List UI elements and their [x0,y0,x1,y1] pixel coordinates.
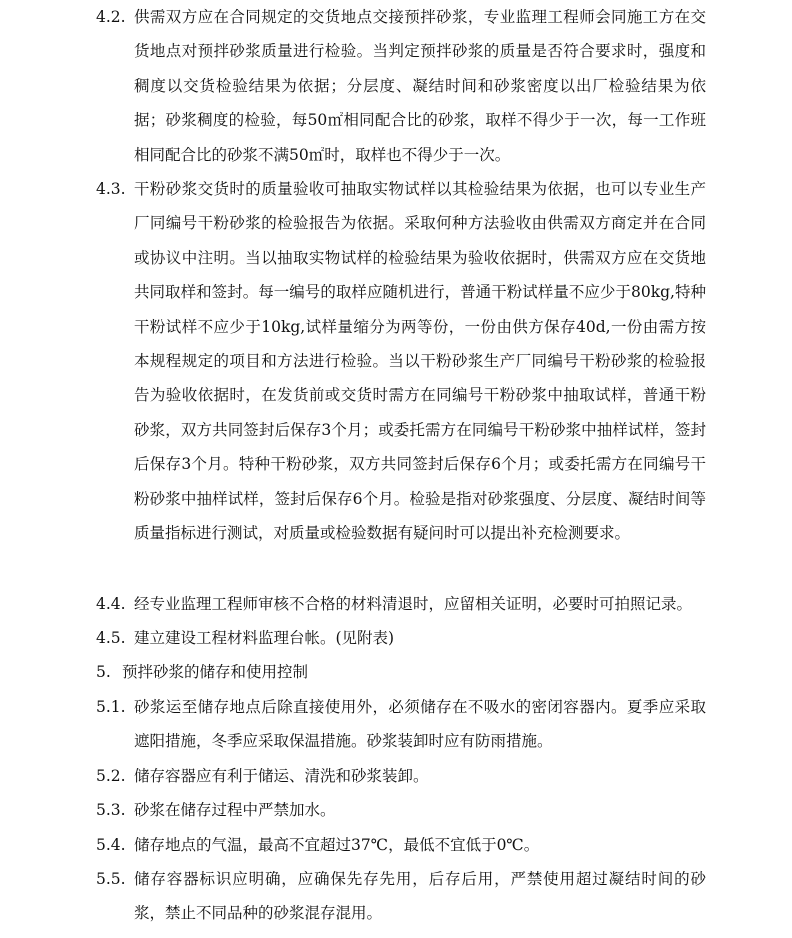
clause-number: 4.2. [96,8,126,26]
clause-text: 储存容器标识应明确，应确保先存先用，后存后用，严禁使用超过凝结时间的砂浆，禁止不同品种的砂浆混存混用。 [134,870,706,923]
clause-5-4 [96,828,706,862]
clause-text: 砂浆运至储存地点后除直接使用外，必须储存在不吸水的密闭容器内。夏季应采取遮阳措施，冬季应采取保温措施。砂浆装卸时应有防雨措施。 [134,698,706,751]
clause-number: 5.1. [96,698,126,716]
clause-number: 4.3. [96,180,126,198]
clause-text: 经专业监理工程师审核不合格的材料清退时，应留相关证明，必要时可拍照记录。 [134,595,693,613]
clause-number: 5.3. [96,801,126,819]
clause-number: 5.5. [96,870,126,888]
clause-text: 储存容器应有利于储运、清洗和砂浆装卸。 [134,767,429,785]
clause-number: 4.5. [96,629,126,647]
clause-text: 干粉砂浆交货时的质量验收可抽取实物试样以其检验结果为依据，也可以专业生产厂同编号干粉砂浆的检验报告为依据。采取何种方法验收由供需双方商定并在合同或协议中注明。当以抽取实物试样的检验结果为验收依据时，供需双方应在交货地共同取样和签封。每一编号的取样应随机进行，普通干粉试样量不应少于80kg,特种干粉试样不应少于10kg,试样量缩分为两等份，一份由供方保存40d,一份由需方按本规程规定的项目和方法进行检验。当以干粉砂浆生产厂同编号干粉砂浆的检验报告为验收依据时，在发货前或交货时需方在同编号干粉砂浆中抽取试样，普通干粉砂浆，双方共同签封后保存3个月；或委托需方在同编号干粉砂浆中抽样试样，签封后保存3个月。特种干粉砂浆，双方共同签封后保存6个月；或委托需方在同编号干粉砂浆中抽样试样，签封后保存6个月。检验是指对砂浆强度、分层度、凝结时间等质量指标进行测试，对质量或检验数据有疑问时可以提出补充检测要求。 [134,180,706,543]
section-number: 5. [96,663,111,681]
clause-text: 储存地点的气温，最高不宜超过37℃，最低不宜低于0℃。 [134,836,540,854]
clause-number: 5.2. [96,767,126,785]
clause-text: 砂浆在储存过程中严禁加水。 [134,801,336,819]
clause-5-1 [96,690,706,759]
clause-4-5 [96,621,706,655]
clause-number: 5.4. [96,836,126,854]
clause-4-3 [96,172,706,550]
section-5-heading [96,655,706,689]
clause-number: 4.4. [96,595,126,613]
clause-text: 供需双方应在合同规定的交货地点交接预拌砂浆，专业监理工程师会同施工方在交货地点对预拌砂浆质量进行检验。当判定预拌砂浆的质量是否符合要求时，强度和稠度以交货检验结果为依据；分层度、凝结时间和砂浆密度以出厂检验结果为依据；砂浆稠度的检验，每50㎡相同配合比的砂浆，取样不得少于一次，每一工作班相同配合比的砂浆不满50㎡时，取样也不得少于一次。 [134,8,706,164]
clause-5-2 [96,759,706,793]
section-title: 预拌砂浆的储存和使用控制 [122,663,309,681]
clause-text: 建立建设工程材料监理台帐。(见附表) [134,629,395,647]
clause-4-2 [96,0,706,172]
clause-5-3 [96,793,706,827]
clause-4-4 [96,587,706,621]
clause-5-5 [96,862,706,931]
